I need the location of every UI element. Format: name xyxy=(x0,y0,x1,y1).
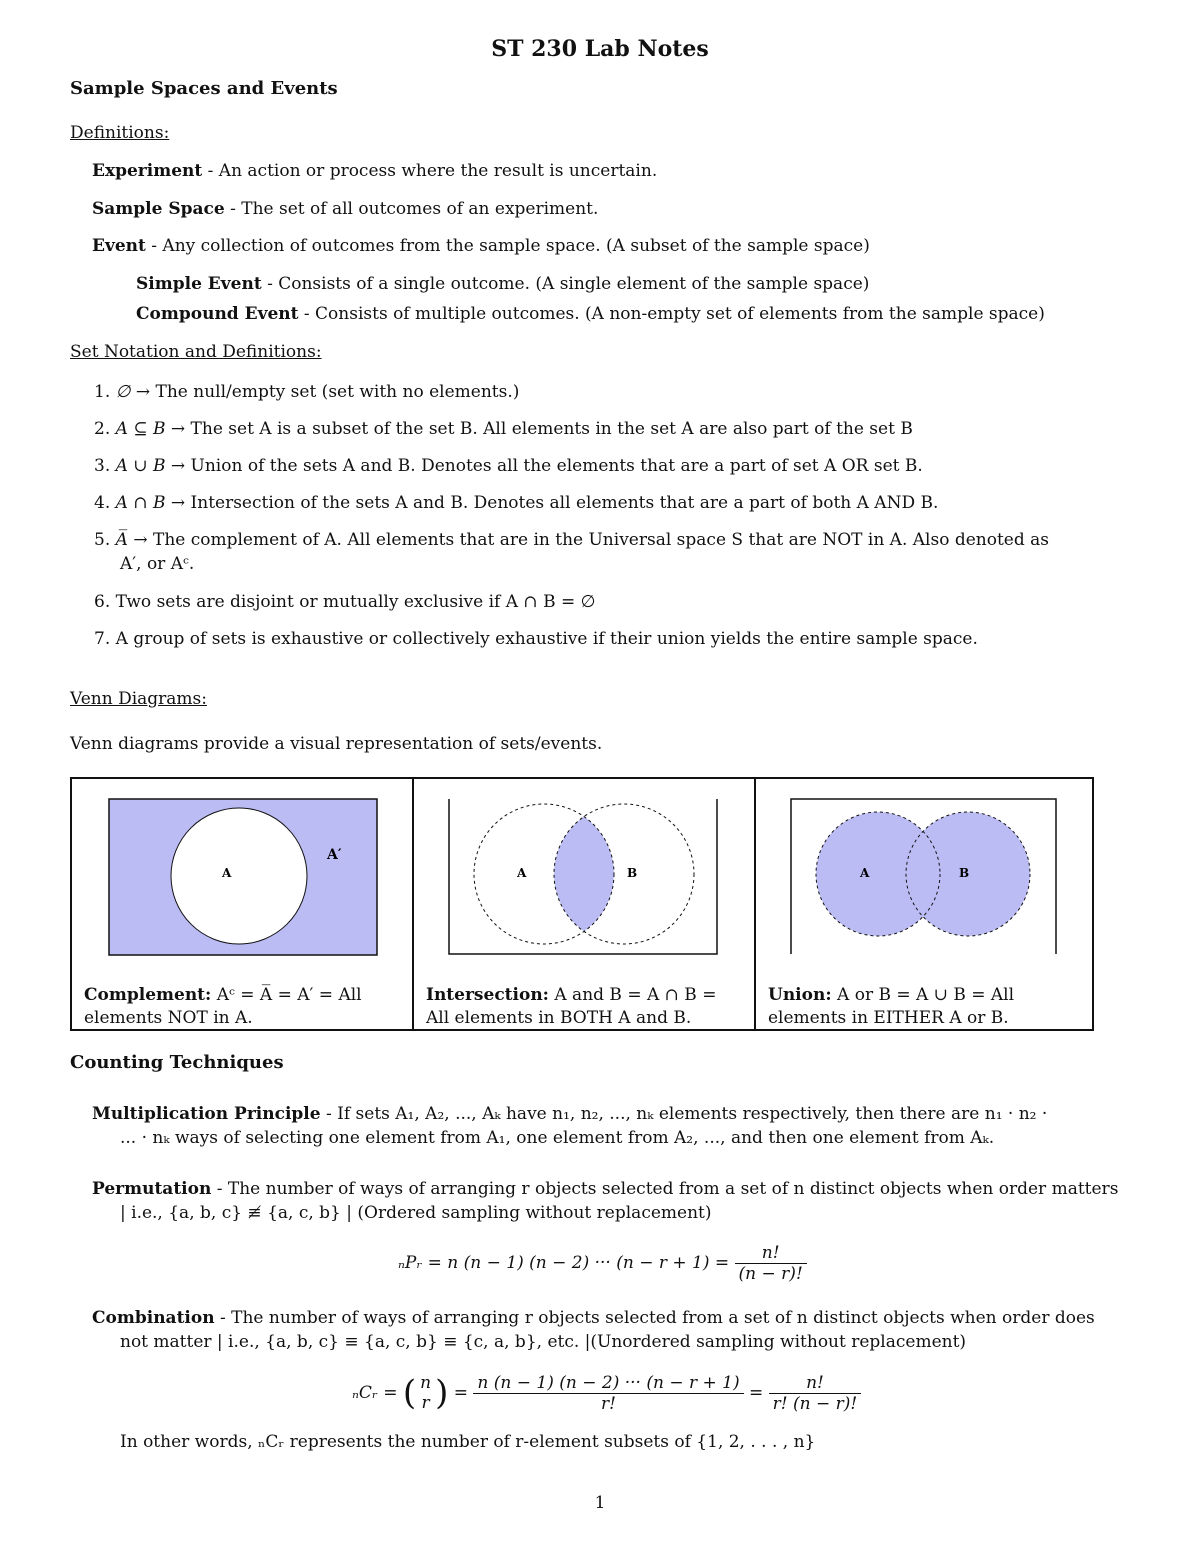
venn-union-caption: Union: A or B = A ∪ B = All elements in EITHER A or B. xyxy=(768,985,1015,1028)
set-item-4: 4. A ∩ B → Intersection of the sets A and B. Denotes all elements that are a part of both A AND B. xyxy=(94,493,939,513)
venn-cell-union xyxy=(756,779,1094,1029)
venn-intersection-diagram xyxy=(414,779,754,979)
venn-cell-intersection xyxy=(414,779,756,1029)
venn-intersection-b-label: B xyxy=(627,866,638,880)
set-item-2: 2. A ⊆ B → The set A is a subset of the set B. All elements in the set A are also part of the set B xyxy=(94,419,913,439)
venn-intersection-caption: Intersection: A and B = A ∩ B = All elements in BOTH A and B. xyxy=(426,985,717,1028)
set-item-1: 1. ∅ → The null/empty set (set with no elements.) xyxy=(94,382,520,402)
set-item-3: 3. A ∪ B → Union of the sets A and B. Denotes all the elements that are a part of set A OR set B. xyxy=(94,456,923,476)
section-heading-counting: Counting Techniques xyxy=(70,1052,284,1073)
def-experiment: Experiment - An action or process where the result is uncertain. xyxy=(92,161,658,181)
section-heading-sample-spaces: Sample Spaces and Events xyxy=(70,78,338,99)
def-event: Event - Any collection of outcomes from the sample space. (A subset of the sample space) xyxy=(92,236,870,256)
set-item-5-cont: A′, or Aᶜ. xyxy=(120,554,195,574)
combination-other-words: In other words, ₙCᵣ represents the number of r-element subsets of {1, 2, . . . , n} xyxy=(120,1432,816,1452)
venn-union-a-label: A xyxy=(860,866,870,880)
venn-cell-complement xyxy=(72,779,414,1029)
page-number: 1 xyxy=(594,1493,606,1513)
set-item-6: 6. Two sets are disjoint or mutually exclusive if A ∩ B = ∅ xyxy=(94,592,596,612)
def-compound-event: Compound Event - Consists of multiple outcomes. (A non-empty set of elements from the sample space) xyxy=(136,304,1045,324)
definitions-label: Definitions: xyxy=(70,123,170,143)
combination-def-cont: not matter | i.e., {a, b, c} ≡ {a, c, b} ≡ {c, a, b}, etc. |(Unordered sampling without replacement) xyxy=(120,1332,967,1352)
multiplication-principle: Multiplication Principle - If sets A₁, A₂, ..., Aₖ have n₁, n₂, ..., nₖ elements respectively, then there are n₁ · n₂ · xyxy=(92,1104,1048,1124)
combination-def: Combination - The number of ways of arranging r objects selected from a set of n distinct objects when order does xyxy=(92,1308,1095,1328)
venn-complement-diagram xyxy=(72,779,412,979)
multiplication-principle-cont: ... · nₖ ways of selecting one element from A₁, one element from A₂, ..., and then one element from Aₖ. xyxy=(120,1128,995,1148)
permutation-def: Permutation - The number of ways of arranging r objects selected from a set of n distinct objects when order matters xyxy=(92,1179,1119,1199)
set-item-5: 5. A̅ → The complement of A. All elements that are in the Universal space S that are NOT in A. Also denoted as xyxy=(94,530,1050,550)
set-notation-label: Set Notation and Definitions: xyxy=(70,342,322,362)
combination-formula: ₙCᵣ = ( n r ) = $\frac{n (n - 1) (n - 2) \cdot\cdot\cdot (n - r + 1)}{r!}$ = $\frac{n!}{r! (n - r)!}$ xyxy=(352,1368,861,1418)
venn-union-diagram xyxy=(756,779,1092,979)
venn-intro: Venn diagrams provide a visual representation of sets/events. xyxy=(70,734,603,754)
venn-label: Venn Diagrams: xyxy=(70,689,207,709)
venn-complement-aprime-label: A′ xyxy=(327,847,342,863)
venn-diagram-table xyxy=(70,777,1094,1031)
page-title: ST 230 Lab Notes xyxy=(491,36,709,62)
venn-complement-caption: Complement: Aᶜ = A̅ = A′ = All elements NOT in A. xyxy=(84,985,362,1028)
permutation-formula: ₙPᵣ = n (n − 1) (n − 2) ··· (n − r + 1) = $\frac{n!}{(n - r)!}$ xyxy=(398,1238,807,1288)
set-item-7: 7. A group of sets is exhaustive or collectively exhaustive if their union yields the entire sample space. xyxy=(94,629,978,649)
def-sample-space: Sample Space - The set of all outcomes of an experiment. xyxy=(92,199,599,219)
venn-union-b-label: B xyxy=(959,866,970,880)
venn-intersection-a-label: A xyxy=(517,866,527,880)
venn-complement-a-label: A xyxy=(222,866,232,880)
def-simple-event: Simple Event - Consists of a single outcome. (A single element of the sample space) xyxy=(136,274,870,294)
permutation-def-cont: | i.e., {a, b, c} ≢ {a, c, b} | (Ordered sampling without replacement) xyxy=(120,1203,712,1223)
